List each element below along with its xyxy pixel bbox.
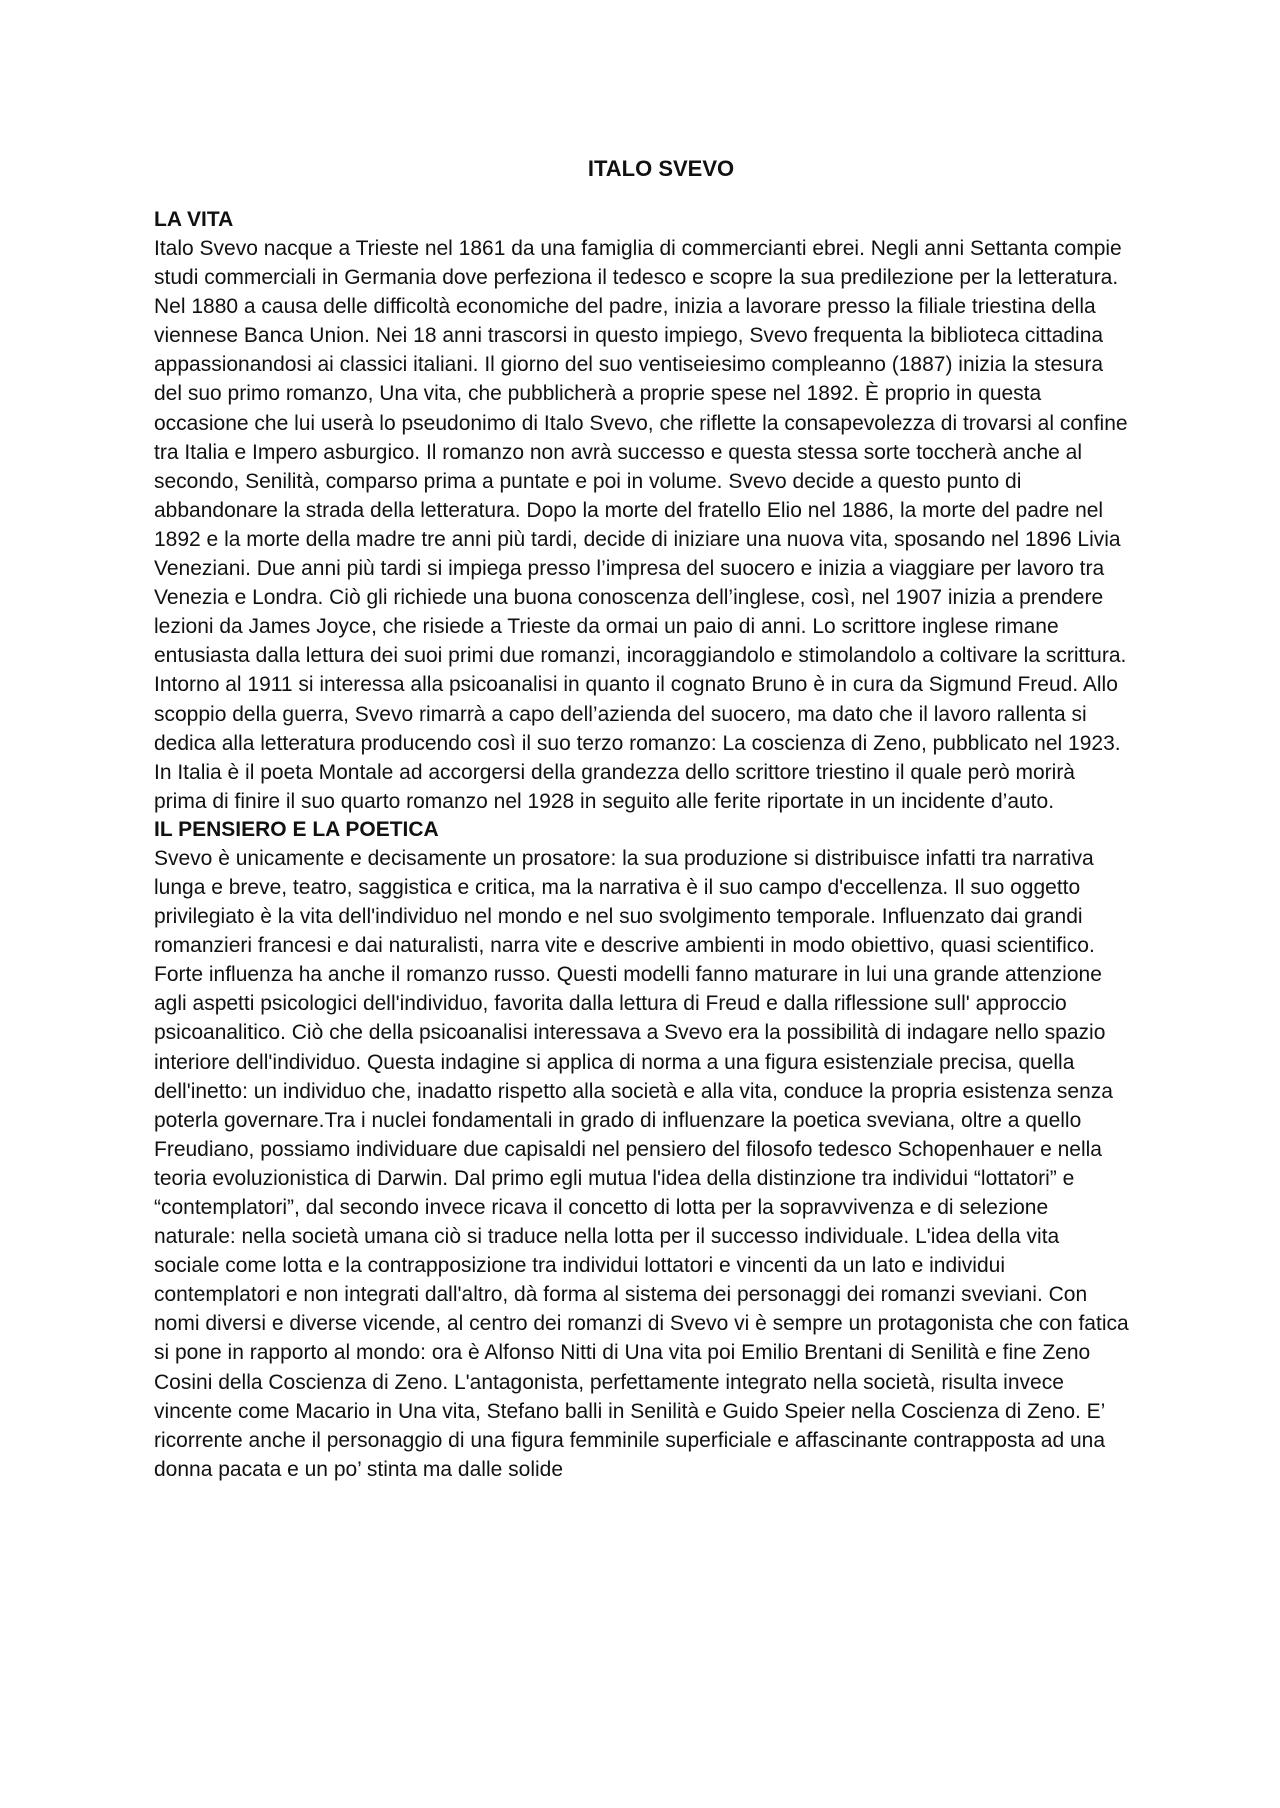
section-heading: LA VITA bbox=[154, 208, 234, 231]
document-title: ITALO SVEVO bbox=[587, 156, 735, 181]
section-la-vita bbox=[154, 206, 1130, 816]
section-heading: IL PENSIERO E LA POETICA bbox=[154, 817, 439, 841]
section-paragraph: Italo Svevo nacque a Trieste nel 1861 da una famiglia di commercianti ebrei. Negli anni Settanta compie studi commerciali in Germania dove perfeziona il tedesco e scopre la sua predilezione per la letteratura. Nel 1880 a causa delle difficoltà economiche del padre, inizia a lavorare presso la filiale triestina della viennese Banca Union. Nei 18 anni trascorsi in questo impiego, Svevo frequenta la biblioteca cittadina appassionandosi ai classici italiani. Il giorno del suo ventiseiesimo compleanno (1887) inizia la stesura del suo primo romanzo, Una vita, che pubblicherà a proprie spese nel 1892. È proprio in questa occasione che lui userà lo pseudonimo di Italo Svevo, che riflette la consapevolezza di trovarsi al confine tra Italia e Impero asburgico. Il romanzo non avrà successo e questa stessa sorte toccherà anche al secondo, Senilità, comparso prima a puntate e poi in volume. Svevo decide a questo punto di abbandonare la strada della letteratura. Dopo la morte del fratello Elio nel 1886, la morte del padre nel 1892 e la morte della madre tre anni più tardi, decide di iniziare una nuova vita, sposando nel 1896 Livia Veneziani. Due anni più tardi si impiega presso l’impresa del suocero e inizia a viaggiare per lavoro tra Venezia e Londra. Ciò gli richiede una buona conoscenza dell’inglese, così, nel 1907 inizia a prendere lezioni da James Joyce, che risiede a Trieste da ormai un paio di anni. Lo scrittore inglese rimane entusiasta dalla lettura dei suoi primi due romanzi, incoraggiandolo e stimolandolo a coltivare la scrittura. Intorno al 1911 si interessa alla psicoanalisi in quanto il cognato Bruno è in cura da Sigmund Freud. Allo scoppio della guerra, Svevo rimarrà a capo dell’azienda del suocero, ma dato che il lavoro rallenta si dedica alla letteratura producendo così il suo terzo romanzo: La coscienza di Zeno, pubblicato nel 1923. In Italia è il poeta Montale ad accorgersi della grandezza dello scrittore triestino il quale però morirà prima di finire il suo quarto romanzo nel 1928 in seguito alle ferite riportate in un incidente d’auto. bbox=[154, 237, 1128, 813]
section-paragraph: Svevo è unicamente e decisamente un prosatore: la sua produzione si distribuisce infatti tra narrativa lunga e breve, teatro, saggistica e critica, ma la narrativa è il suo campo d'eccellenza. Il suo oggetto privilegiato è la vita dell'individuo nel mondo e nel suo svolgimento temporale. Influenzato dai grandi romanzieri francesi e dai naturalisti, narra vite e descrive ambienti in modo obiettivo, quasi scientifico. Forte influenza ha anche il romanzo russo. Questi modelli fanno maturare in lui una grande attenzione agli aspetti psicologici dell'individuo, favorita dalla lettura di Freud e dalla riflessione sull' approccio psicoanalitico. Ciò che della psicoanalisi interessava a Svevo era la possibilità di indagare nello spazio interiore dell'individuo. Questa indagine si applica di norma a una figura esistenziale precisa, quella dell'inetto: un individuo che, inadatto rispetto alla società e alla vita, conduce la propria esistenza senza poterla governare.Tra i nuclei fondamentali in grado di influenzare la poetica sveviana, oltre a quello Freudiano, possiamo individuare due capisaldi nel pensiero del filosofo tedesco Schopenhauer e nella teoria evoluzionistica di Darwin. Dal primo egli mutua l'idea della distinzione tra individui “lottatori” e “contemplatori”, dal secondo invece ricava il concetto di lotta per la sopravvivenza e di selezione naturale: nella società umana ciò si traduce nella lotta per il successo individuale. L'idea della vita sociale come lotta e la contrapposizione tra individui lottatori e vincenti da un lato e individui contemplatori e non integrati dall'altro, dà forma al sistema dei personaggi dei romanzi sveviani. Con nomi diversi e diverse vicende, al centro dei romanzi di Svevo vi è sempre un protagonista che con fatica si pone in rapporto al mondo: ora è Alfonso Nitti di Una vita poi Emilio Brentani di Senilità e fine Zeno Cosini della Coscienza di Zeno. L'antagonista, perfettamente integrato nella società, risulta invece vincente come Macario in Una vita, Stefano balli in Senilità e Guido Speier nella Coscienza di Zeno. E’ ricorrente anche il personaggio di una figura femminile superficiale e affascinante contrapposta ad una donna pacata e un po’ stinta ma dalle solide bbox=[154, 846, 1129, 1481]
section-pensiero-poetica bbox=[154, 816, 1130, 1484]
document-page bbox=[154, 154, 1130, 1484]
